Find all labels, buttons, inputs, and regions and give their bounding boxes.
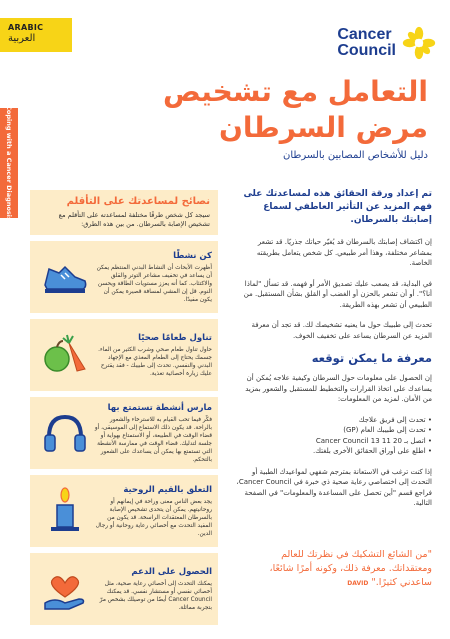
paragraph-4: إن الحصول على معلومات حول السرطان وكيفية علاجه يُمكن أن يساعدك على اتخاذ القرارات والتخطيط للمستقبل والشعور بمزيد من الأمان. لمزيد من المعلومات: <box>245 374 432 403</box>
list-item: • تحدث إلى طبيبك العام (GP) <box>236 425 432 436</box>
tips-header-box <box>30 190 218 235</box>
daffodil-icon <box>402 26 436 60</box>
headphones-icon <box>36 403 94 463</box>
tip-body: فكّر فيما تحب القيام به للاسترخاء والشعور بالراحة. قد يكون ذلك الاستماع إلى الموسيقى، أو قضاء الوقت في الطبيعة، أو الاستمتاع بهواية أو جلسة لتدليك. قضاء الوقت في ممارسة الأنشطة التي تستمتع بها يمكن أن يساعدك على الشعور بالتحكم. <box>94 416 212 463</box>
tip-title: كن نشطًا <box>173 250 212 261</box>
tip-body: يمكنك التحدث إلى أخصائي رعاية صحية، مثل أخصائي نفسي أو مستشار نفسي. قد يمكنك Cancer Council أيضًا من توصيلك بشخص مرّ بتجربة مماثلة. <box>99 580 212 611</box>
pull-quote <box>236 548 432 591</box>
tip-title: الحصول على الدعم <box>131 566 212 577</box>
tip-card-eat <box>30 319 218 391</box>
paragraph-1: إن اكتشاف إصابتك بالسرطان قد يُغيّر حياتك جذريًا. قد تشعر بمشاعر مختلفة، وهذا أمر طبيعي. كل شخص يتعامل بطريقته الخاصة. <box>256 238 432 267</box>
tip-card-spiritual <box>30 475 218 547</box>
tip-card-active <box>30 241 218 313</box>
language-tab <box>0 18 72 52</box>
language-label-ar: العربية <box>8 33 36 44</box>
intro-paragraph: تم إعداد ورقة الحقائق هذه لمساعدتك على فهم المزيد عن التأثير العاطفي لسماع إصابتك بالسرطان. <box>243 189 432 225</box>
paragraph-2: في البداية، قد يصعب عليك تصديق الأمر أو فهمه. قد تسأل "لماذا أنا؟". أو أن تشعر بالحزن أو الغضب أو القلق بشأن المستقبل. من الطبيعي أن تشعر بهذه الطريقة. <box>243 279 432 309</box>
tip-title: التعلق بالقيم الروحية <box>123 484 212 495</box>
tip-title: تناول طعامًا صحيًا <box>138 332 212 343</box>
tips-heading: نصائح لمساعدتك على التأقلم <box>66 196 210 207</box>
language-label-en: ARABIC <box>8 23 44 32</box>
tip-card-activities <box>30 397 218 469</box>
tip-title: مارس أنشطة تستمتع بها <box>107 402 212 413</box>
quote-author: DAVID <box>347 580 369 587</box>
tips-column <box>30 190 218 625</box>
logo-text: Cancer Council <box>337 26 396 59</box>
paragraph-3: تحدث إلى طبيبك حول ما يعنيه تشخيصك لك. قد تجد أن معرفة المزيد عن السرطان يساعد على تخفيف الخوف. <box>251 321 432 340</box>
list-item: • اطلع على أوراق الحقائق الأخرى بلغتك. <box>236 446 432 457</box>
tip-body: حاول تناول طعام صحي وشرب الكثير من الماء. جسمك يحتاج إلى الطعام المغذي مع الإجهاد البدني والنفسي. تحدث إلى طبيبك - فقد يقترح عليك زيارة أخصائية تغذية. <box>98 346 212 377</box>
section-heading: معرفة ما يمكن توقعه <box>311 351 432 365</box>
quote-text: "من الشائع التشكيك في نظرتك للعالم ومعتقداتك. معرفة ذلك، وكونه أمرًا شائعًا، ساعدني كثيرًا." <box>269 549 432 588</box>
side-section-tab: Coping with a Cancer Diagnosis <box>0 108 18 218</box>
list-item: • اتصل بـ Cancer Council 13 11 20 <box>236 436 432 447</box>
tip-body: أظهرت الأبحاث أن النشاط البدني المنتظم يمكن أن يساعد في تخفيف مشاعر التوتر والقلق والاكتئاب. كما أنه يعزز مستويات الطاقة ويحسن النوم. قل إن المشي لمسافة قصيرة يمكن أن يكون مفيدًا. <box>96 264 212 303</box>
tip-card-support <box>30 553 218 625</box>
main-content <box>236 188 432 519</box>
tips-intro: سيجد كل شخص طرقًا مختلفة لمساعدته على التأقلم مع تشخيص الإصابة بالسرطان. من بين هذه الطرق: <box>58 211 210 228</box>
page-subtitle: دليل للأشخاص المصابين بالسرطان <box>282 150 428 161</box>
page-title: التعامل مع تشخيص مرض السرطان <box>163 75 428 144</box>
heart-hand-icon <box>36 559 94 619</box>
info-list <box>236 415 432 457</box>
tip-body: يجد بعض الناس معنى وراحة في إيمانهم أو روحانيتهم. يمكن أن يتحدى تشخيص الإصابة بالسرطان المعتقدات الراسخة. قد يكون من المفيد التحدث مع أخصائي رعاية روحانية أو رجال الدين. <box>95 498 212 537</box>
paragraph-5: إذا كنت ترغب في الاستعانة بمترجم شفهي لمواعيدك الطبية أو التحدث إلى اختصاصي رعاية صحية ذي خبرة في Cancer Council، فراجع قسم "أين تحصل على المساعدة والمعلومات" في الصفحة التالية. <box>236 467 432 507</box>
apple-carrot-icon <box>36 325 94 385</box>
cancer-council-logo <box>296 18 436 68</box>
candle-icon <box>36 481 94 541</box>
list-item: • تحدث إلى فريق علاجك <box>236 415 432 426</box>
sneaker-icon <box>36 247 94 307</box>
